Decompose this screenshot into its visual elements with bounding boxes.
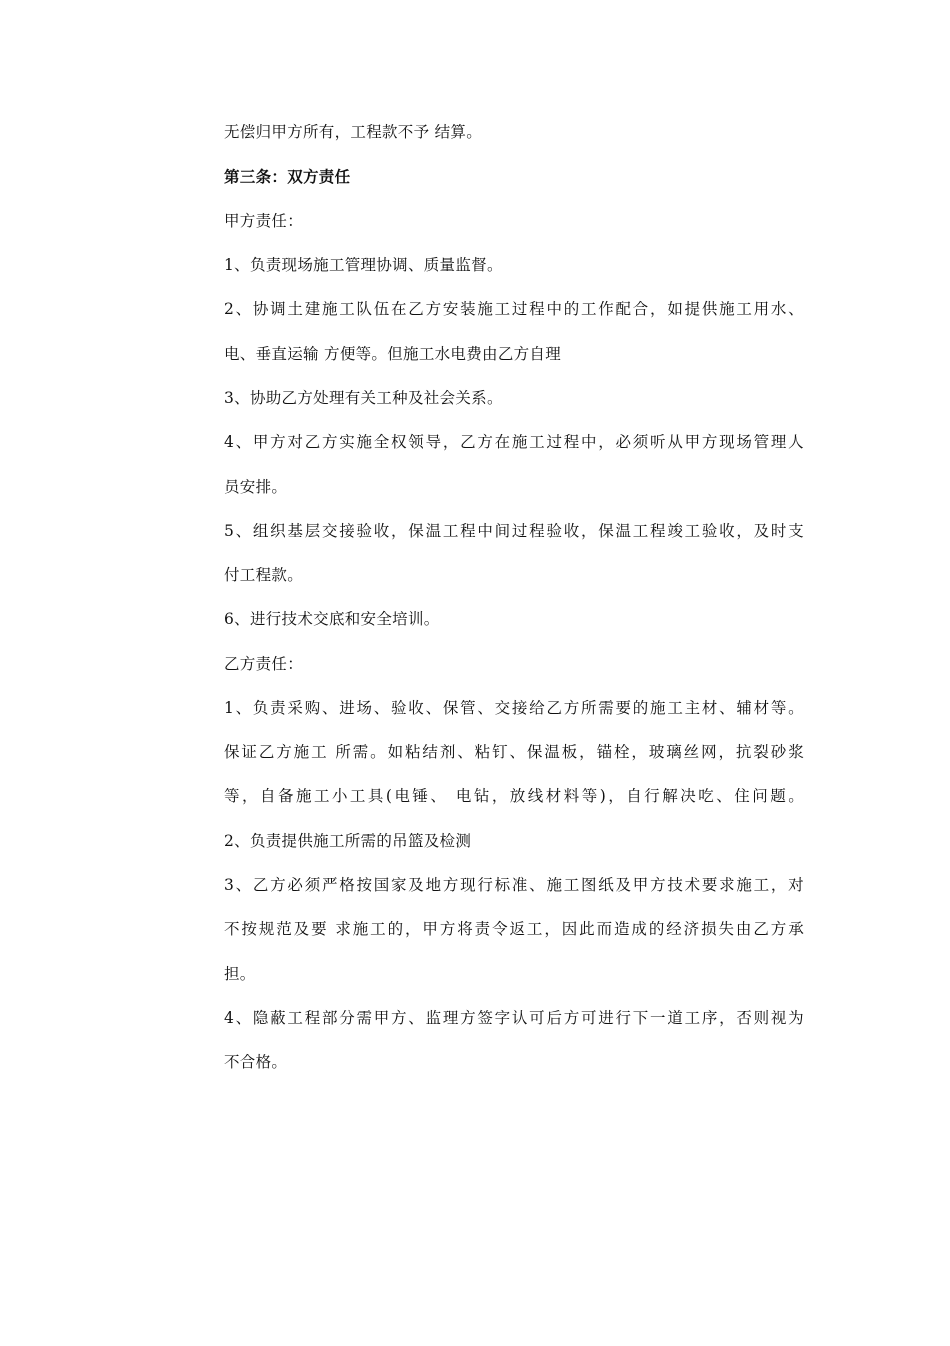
party-a-item-4: 4、甲方对乙方实施全权领导，乙方在施工过程中，必须听从甲方现场管理人 [224,433,804,451]
party-b-item-2: 2、负责提供施工所需的吊篮及检测 [224,832,472,850]
party-a-item-5-cont: 付工程款。 [224,566,304,584]
party-b-item-3-cont2: 担。 [224,965,256,983]
party-a-item-2-cont: 电、垂直运输 方便等。但施工水电费由乙方自理 [224,345,562,363]
party-a-item-2: 2、协调土建施工队伍在乙方安装施工过程中的工作配合，如提供施工用水、 [224,300,804,318]
party-a-heading: 甲方责任： [224,212,304,230]
party-a-item-6: 6、进行技术交底和安全培训。 [224,610,440,628]
party-b-item-3-cont: 不按规范及要 求施工的，甲方将责令返工，因此而造成的经济损失由乙方承 [224,920,804,938]
party-a-item-3: 3、协助乙方处理有关工种及社会关系。 [224,389,503,407]
section-heading: 第三条：双方责任 [224,167,351,186]
party-b-item-4: 4、隐蔽工程部分需甲方、监理方签字认可后方可进行下一道工序，否则视为 [224,1009,804,1027]
party-b-item-3: 3、乙方必须严格按国家及地方现行标准、施工图纸及甲方技术要求施工，对 [224,876,804,894]
party-a-item-1: 1、负责现场施工管理协调、质量监督。 [224,256,503,274]
party-b-item-1: 1、负责采购、进场、验收、保管、交接给乙方所需要的施工主材、辅材等。 [224,699,804,717]
party-a-item-4-cont: 员安排。 [224,478,288,496]
party-b-item-1-cont2: 等，自备施工小工具(电锤、 电钻，放线材料等)，自行解决吃、住问题。 [224,787,804,805]
party-b-item-4-cont: 不合格。 [224,1053,288,1071]
party-b-heading: 乙方责任： [224,655,304,673]
party-a-item-5: 5、组织基层交接验收，保温工程中间过程验收，保温工程竣工验收，及时支 [224,522,804,540]
party-b-item-1-cont: 保证乙方施工 所需。如粘结剂、粘钉、保温板，锚栓，玻璃丝网，抗裂砂浆 [224,743,804,761]
text-line-continuation: 无偿归甲方所有，工程款不予 结算。 [224,123,483,141]
